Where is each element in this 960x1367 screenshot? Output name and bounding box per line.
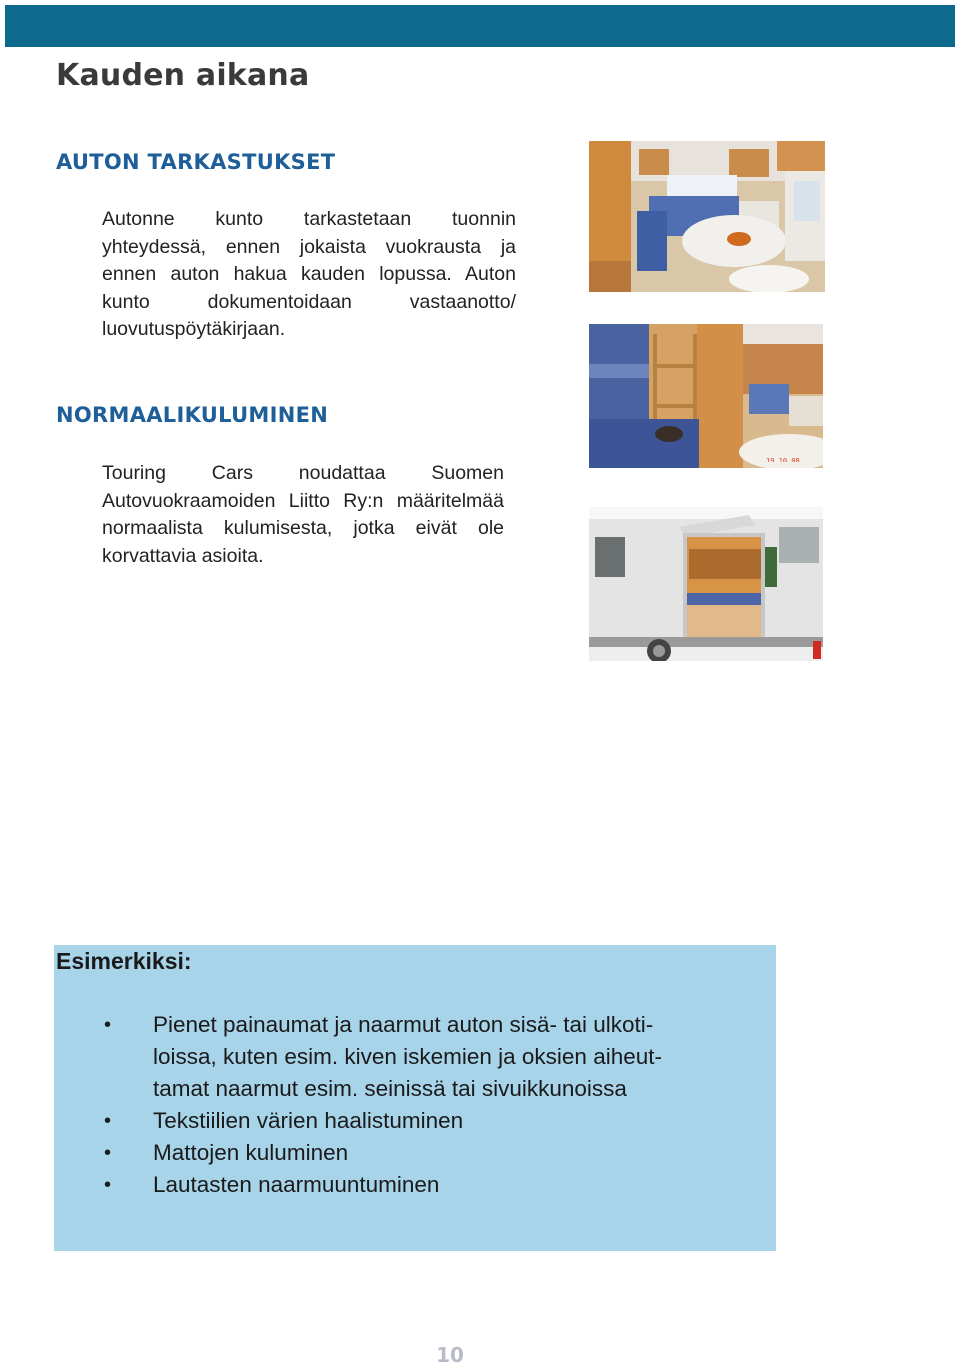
list-item-text: Lautasten naarmuuntuminen [153, 1172, 440, 1197]
motorhome-interior-kitchen-photo [589, 141, 825, 292]
list-item-text: Pienet painaumat ja naarmut auton sisä- tai ulkoti-loissa, kuten esim. kiven iskemien ja oksien aiheut-tamat naarmut esim. seinissä tai sivuikkunoissa [153, 1012, 662, 1101]
bullet-icon: • [104, 1174, 112, 1196]
section-heading-normaalikuluminen: NORMAALIKULUMINEN [56, 403, 329, 427]
photo-timestamp [766, 450, 806, 462]
list-item-text: Tekstiilien värien haalistuminen [153, 1108, 464, 1133]
list-item [102, 1169, 702, 1201]
list-item-text: Mattojen kuluminen [153, 1140, 349, 1165]
motorhome-exterior-storage-photo [589, 507, 823, 661]
list-item [102, 1009, 702, 1105]
examples-box [54, 945, 776, 1251]
examples-list [102, 1009, 702, 1201]
section-heading-auton-tarkastukset: AUTON TARKASTUKSET [56, 150, 336, 174]
header-bar [5, 5, 955, 47]
page-number: 10 [436, 1343, 464, 1367]
bullet-icon: • [104, 1142, 112, 1164]
examples-heading: Esimerkiksi: [56, 948, 192, 974]
motorhome-interior-bunk-photo [589, 324, 823, 468]
section-text-normaalikuluminen: Touring Cars noudattaa Suomen Autovuokraamoiden Liitto Ry:n määritelmää normaalista kulumisesta, jotka eivät ole korvattavia asioita. [102, 462, 504, 567]
bullet-icon: • [104, 1014, 112, 1036]
list-item [102, 1105, 702, 1137]
bullet-icon: • [104, 1110, 112, 1132]
page-title: Kauden aikana [56, 58, 310, 93]
photo-timestamp-text: 19 10 08 [766, 457, 800, 462]
section-text-auton-tarkastukset: Autonne kunto tarkastetaan tuonnin yhteydessä, ennen jokaista vuokrausta ja ennen auton hakua kauden lopussa. Auton kunto dokumentoidaan vastaanotto/ luovutuspöytäkirjaan. [102, 208, 516, 340]
list-item [102, 1137, 702, 1169]
